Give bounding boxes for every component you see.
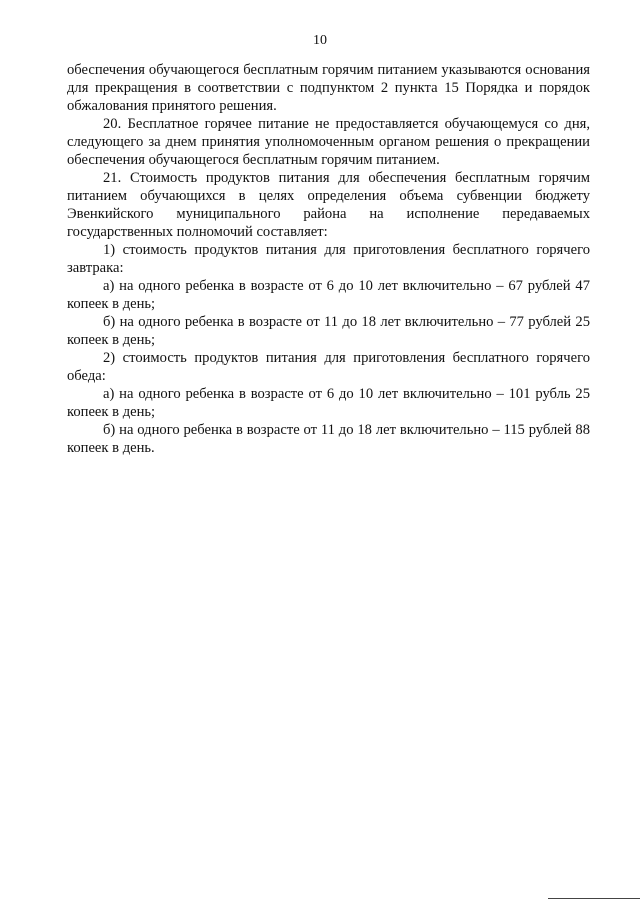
scan-edge-line: [548, 898, 640, 899]
paragraph-continuation: обеспечения обучающегося бесплатным горячим питанием указываются основания для прекращения в соответствии с подпунктом 2 пункта 15 Порядка и порядок обжалования принятого решения.: [67, 62, 590, 114]
paragraph-breakfast-age-6-10: а) на одного ребенка в возрасте от 6 до 10 лет включительно – 67 рублей 47 копеек в день;: [67, 278, 590, 312]
paragraph-lunch-age-6-10: а) на одного ребенка в возрасте от 6 до 10 лет включительно – 101 рубль 25 копеек в день;: [67, 386, 590, 420]
paragraph-breakfast-cost: 1) стоимость продуктов питания для приготовления бесплатного горячего завтрака:: [67, 242, 590, 276]
paragraph-item-21: 21. Стоимость продуктов питания для обеспечения бесплатным горячим питанием обучающихся в целях определения объема субвенции бюджету Эвенкийского муниципального района на исполнение передаваемых государственных полномочий составляет:: [67, 170, 590, 240]
paragraph-breakfast-age-11-18: б) на одного ребенка в возрасте от 11 до 18 лет включительно – 77 рублей 25 копеек в день;: [67, 314, 590, 348]
page-number: 10: [313, 33, 327, 48]
paragraph-lunch-age-11-18: б) на одного ребенка в возрасте от 11 до 18 лет включительно – 115 рублей 88 копеек в день.: [67, 422, 590, 456]
paragraph-item-20: 20. Бесплатное горячее питание не предоставляется обучающемуся со дня, следующего за днем принятия уполномоченным органом решения о прекращении обеспечения обучающегося бесплатным горячим питанием.: [67, 116, 590, 168]
document-body: [67, 61, 590, 457]
paragraph-lunch-cost: 2) стоимость продуктов питания для приготовления бесплатного горячего обеда:: [67, 350, 590, 384]
